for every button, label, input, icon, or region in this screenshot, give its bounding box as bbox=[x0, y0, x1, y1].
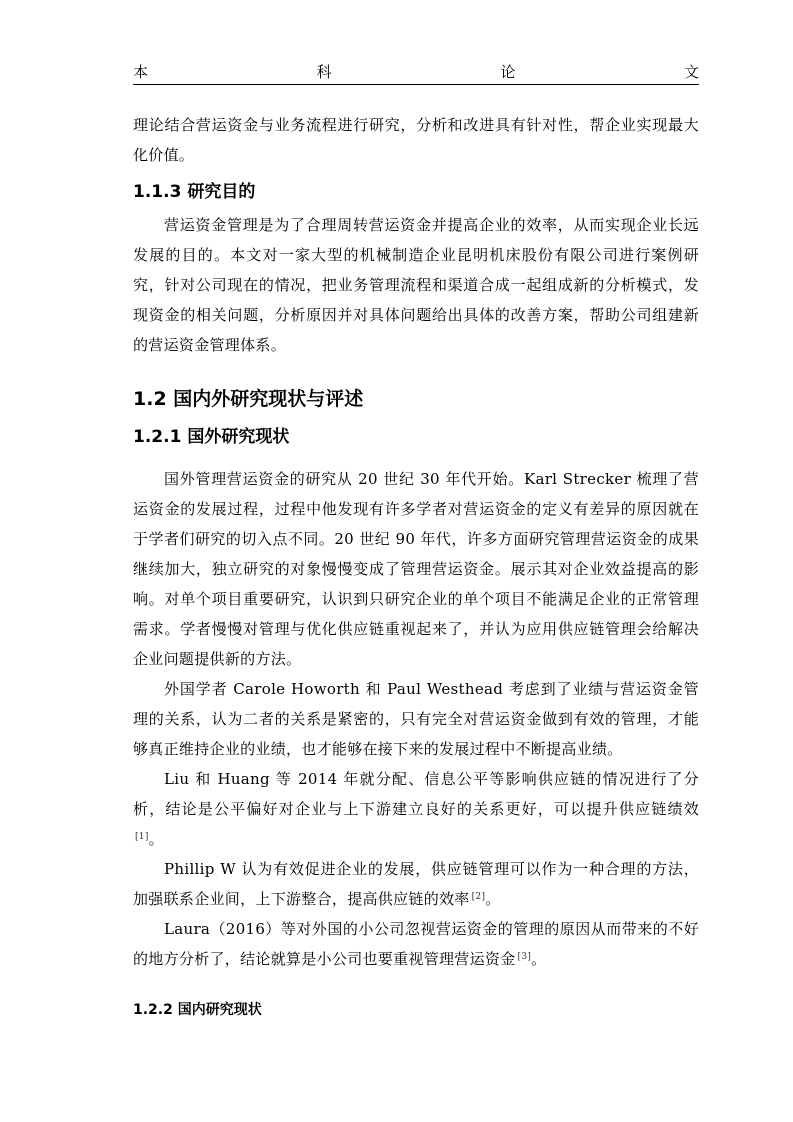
paragraph-foreign-5 bbox=[133, 914, 699, 974]
paragraph-research-purpose: 营运资金管理是为了合理周转营运资金并提高企业的效率，从而实现企业长远发展的目的。本文对一家大型的机械制造企业昆明机床股份有限公司进行案例研究，针对公司现在的情况，把业务管理流程和渠道合成一起组成新的分析模式，发现资金的相关问题，分析原因并对具体问题给出具体的改善方案，帮助公司组建新的营运资金管理体系。 bbox=[133, 216, 699, 354]
paragraph-foreign-4-text: Phillip W 认为有效促进企业的发展，供应链管理可以作为一种合理的方法，加强联系企业间，上下游整合，提高供应链的效率 bbox=[133, 860, 699, 908]
paragraph-foreign-2: 外国学者 Carole Howorth 和 Paul Westhead 考虑到了业绩与营运资金管理的关系，认为二者的关系是紧密的，只有完全对营运资金做到有效的管理，才能够真正维持企业的业绩，也才能够在接下来的发展过程中不断提高业绩。 bbox=[133, 680, 699, 758]
heading-1-2-1: 1.2.1 国外研究现状 bbox=[133, 427, 290, 447]
page-body bbox=[133, 110, 699, 1024]
paragraph-intro: 理论结合营运资金与业务流程进行研究，分析和改进具有针对性，帮企业实现最大化价值。 bbox=[133, 116, 699, 164]
paragraph-foreign-3 bbox=[133, 764, 699, 854]
paragraph-foreign-1: 国外管理营运资金的研究从 20 世纪 30 年代开始。Karl Strecker 梳理了营运资金的发展过程，过程中他发现有许多学者对营运资金的定义有差异的原因就在于学者们研究的切入点不同。20 世纪 90 年代，许多方面研究管理营运资金的成果继续加大，独立研究的对象慢慢变成了管理营运资金。展示其对企业效益提高的影响。对单个项目重要研究，认识到只研究企业的单个项目不能满足企业的正常管理需求。学者慢慢对管理与优化供应链重视起来了，并认为应用供应链管理会给解决企业问题提供新的方法。 bbox=[133, 470, 699, 668]
end-punct: 。 bbox=[485, 890, 501, 908]
paragraph-foreign-4 bbox=[133, 854, 699, 914]
paragraph-foreign-5-text: Laura（2016）等对外国的小公司忽视营运资金的管理的原因从而带来的不好的地方分析了，结论就算是小公司也要重视管理营运资金 bbox=[133, 920, 699, 968]
end-punct: 。 bbox=[531, 950, 547, 968]
heading-1-1-3: 1.1.3 研究目的 bbox=[133, 182, 256, 202]
header-char-1: 本 bbox=[133, 63, 149, 81]
header-char-3: 论 bbox=[500, 63, 516, 81]
heading-1-2-2: 1.2.2 国内研究现状 bbox=[133, 1002, 262, 1018]
page-header bbox=[133, 62, 699, 82]
end-punct: 。 bbox=[148, 830, 164, 848]
header-divider bbox=[133, 84, 699, 85]
header-char-2: 科 bbox=[316, 63, 332, 81]
citation-2: [2] bbox=[471, 892, 486, 902]
citation-1: [1] bbox=[135, 832, 149, 842]
citation-3: [3] bbox=[517, 952, 532, 962]
heading-1-2: 1.2 国内外研究现状与评述 bbox=[133, 388, 364, 410]
paragraph-foreign-3-text: Liu 和 Huang 等 2014 年就分配、信息公平等影响供应链的情况进行了分析，结论是公平偏好对企业与上下游建立良好的关系更好，可以提升供应链绩效 bbox=[133, 770, 699, 818]
header-char-4: 文 bbox=[683, 63, 699, 81]
